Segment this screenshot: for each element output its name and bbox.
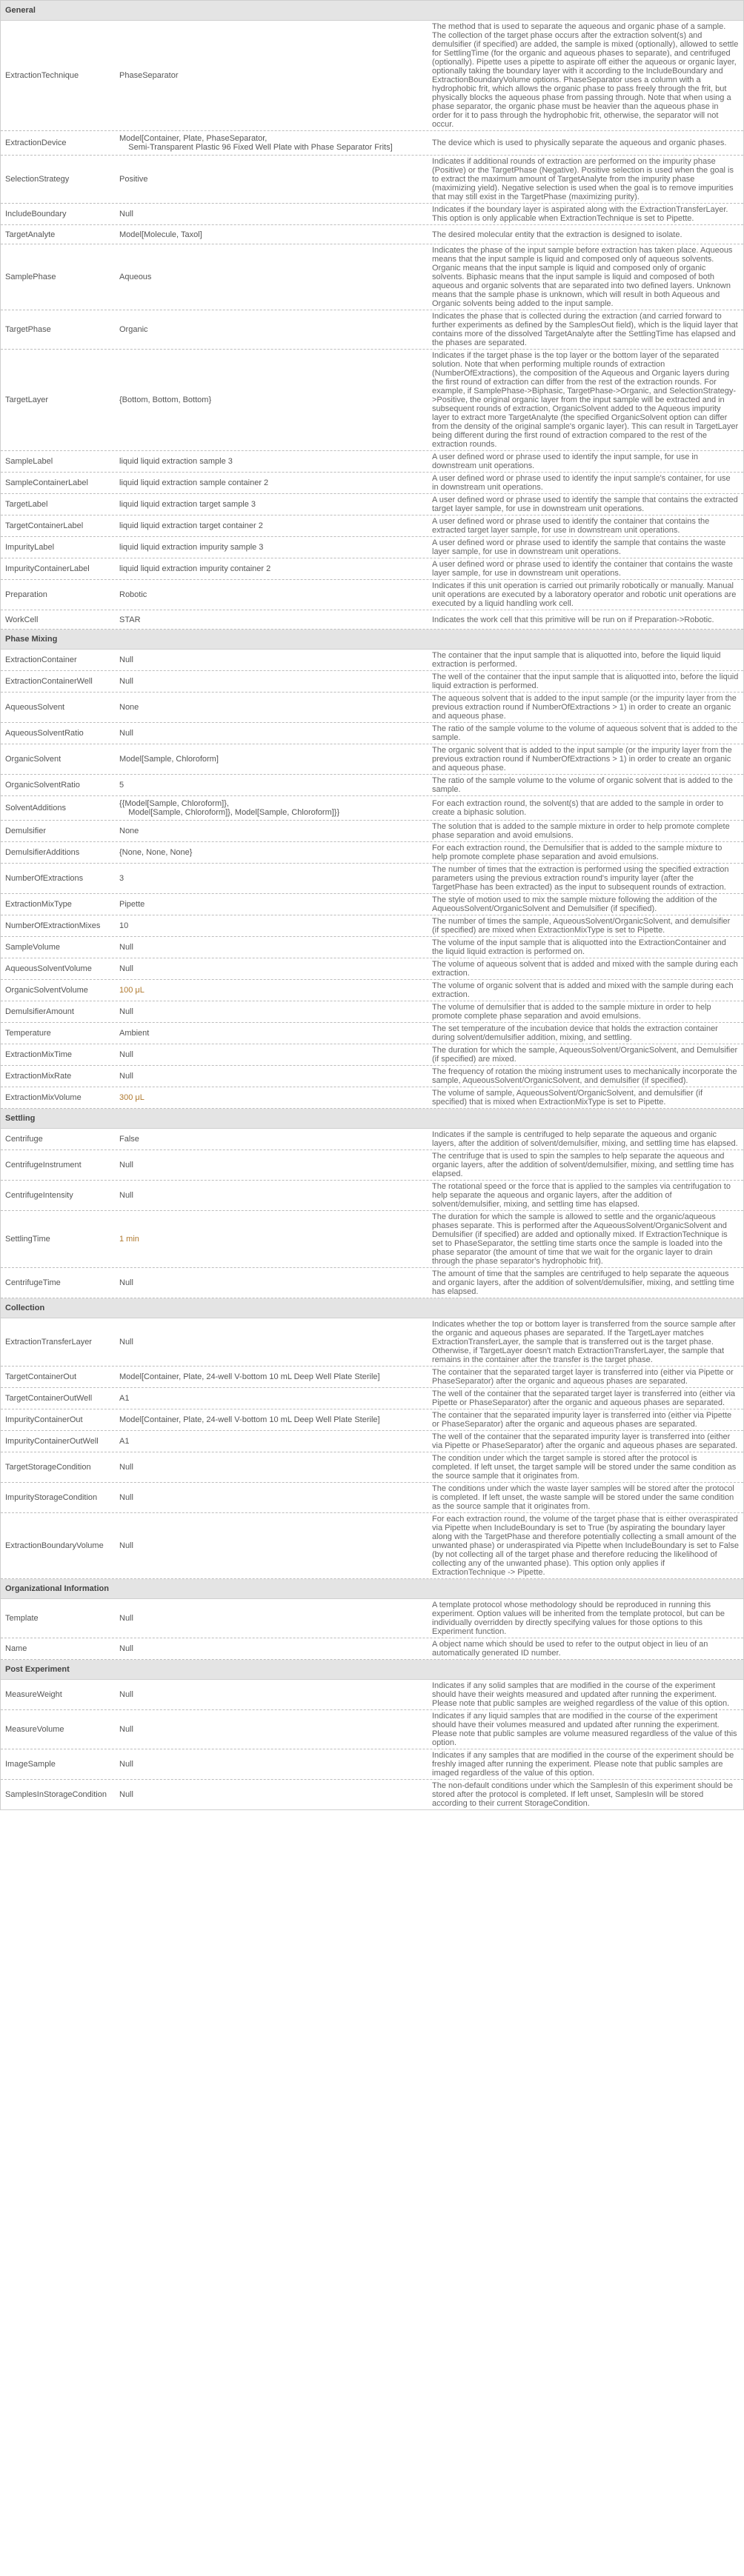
option-name: Template [5, 1614, 39, 1623]
option-row [1, 1211, 743, 1268]
option-row [1, 915, 743, 937]
option-description: The volume of the input sample that is aliquotted into the ExtractionContainer and the liquid liquid extraction is performed on. [432, 938, 726, 956]
option-name: Centrifuge [5, 1135, 43, 1144]
option-row [1, 1044, 743, 1066]
option-value: 100 μL [119, 986, 145, 995]
option-name: AqueousSolvent [5, 703, 65, 712]
option-description: The well of the container that the separated target layer is transferred into (either via Pipette or PhaseSeparator) after the organic and aqueous phases are separated. [432, 1389, 736, 1407]
option-name: WorkCell [5, 615, 39, 624]
option-row [1, 131, 743, 156]
option-row [1, 473, 743, 494]
option-name: Name [5, 1644, 27, 1653]
option-description: Indicates whether the top or bottom layer is transferred from the source sample after the organic and aqueous phases are separated. If the TargetLayer matches ExtractionTransferLayer, the sample that is transferred out is the target phase. Otherwise, if TargetLayer doesn't match ExtractionTransferLayer, the sample that remains in the container after the transfer is the target phase. [432, 1320, 736, 1364]
option-name: ExtractionTransferLayer [5, 1338, 92, 1347]
option-description: The duration for which the sample is allowed to settle and the organic/aqueous phases separate. This is performed after the AqueousSolvent/OrganicSolvent and Demulsifier (if specified) are added and optionally mixed. If ExtractionTechnique is set to PhaseSeparator, the settling time starts once the sample is loaded into the phase separator (the amount of time that we wait for the organic layer to drain through the phase separator's hydrophobic frit). [432, 1212, 728, 1266]
option-description: The number of times the sample, AqueousSolvent/OrganicSolvent, and demulsifier (if specified) are mixed when ExtractionMixType is set to Pipette. [432, 917, 731, 935]
option-row [1, 204, 743, 225]
option-name: MeasureVolume [5, 1725, 64, 1734]
option-value: None [119, 827, 139, 835]
option-description: The centrifuge that is used to spin the samples to help separate the aqueous and organic layers, after the addition of solvent/demulsifier, mixing, and settling time has elapsed. [432, 1152, 734, 1178]
option-name: ImpurityLabel [5, 543, 55, 552]
option-row [1, 1431, 743, 1452]
option-description: The volume of demulsifier that is added to the sample mixture in order to help promote complete phase separation and avoid emulsions. [432, 1003, 711, 1021]
option-value: {None, None, None} [119, 848, 193, 857]
option-value: False [119, 1135, 139, 1144]
option-name: ExtractionMixRate [5, 1072, 72, 1081]
option-name: ImageSample [5, 1760, 56, 1769]
option-name: ExtractionContainerWell [5, 677, 93, 686]
option-name: ExtractionMixTime [5, 1050, 73, 1059]
option-value: Positive [119, 175, 148, 184]
option-description: A user defined word or phrase used to identify the container that contains the waste layer sample, for use in downstream unit operations. [432, 560, 734, 578]
option-value: Null [119, 1050, 133, 1059]
option-description: A user defined word or phrase used to identify the container that contains the extracted target layer sample, for use in downstream unit operations. [432, 517, 710, 535]
option-description: The ratio of the sample volume to the volume of organic solvent that is added to the sample. [432, 776, 734, 794]
option-value: 1 min [119, 1235, 139, 1244]
option-name: CentrifugeTime [5, 1278, 61, 1287]
option-description: The aqueous solvent that is added to the input sample (or the impurity layer from the previous extraction round if NumberOfExtractions > 1) in order to create an organic and aqueous phase. [432, 694, 737, 721]
option-description: A template protocol whose methodology should be reproduced in running this experiment. Option values will be inherited from the template protocol, but can be individually overridden by directly specifying values for those options to this Experiment function. [432, 1601, 725, 1636]
option-row [1, 310, 743, 350]
option-description: Indicates the phase that is collected during the extraction (and carried forward to further experiments as defined by the SamplesOut field), which is the liquid layer that contains more of the dissolved TargetAnalyte after the SettlingTime has elapsed and the phases are separated. [432, 312, 738, 347]
option-name: ImpurityContainerOutWell [5, 1437, 99, 1446]
option-row [1, 842, 743, 864]
option-name: Temperature [5, 1029, 51, 1038]
option-row [1, 610, 743, 630]
option-description: The condition under which the target sample is stored after the protocol is completed. If left unset, the target sample will be stored under the same condition as the source sample that it originates from. [432, 1454, 737, 1481]
option-value: {{Model[Sample, Chloroform]}, Model[Sample, Chloroform]}, Model[Sample, Chloroform]}} [119, 799, 340, 817]
option-value: Model[Sample, Chloroform] [119, 755, 219, 764]
option-description: The container that the separated target layer is transferred into (either via Pipette or PhaseSeparator) after the organic and aqueous phases are separated. [432, 1368, 734, 1386]
option-description: The volume of sample, AqueousSolvent/OrganicSolvent, and demulsifier (if specified) that is mixed when ExtractionMixType is set to Pipette. [432, 1089, 703, 1107]
option-description: Indicates if the target phase is the top layer or the bottom layer of the separated solution. Note that when performing multiple rounds of extraction (NumberOfExtractions), the composition of the Aqueous and Organic layers during the first round of extraction can differ from the rest of the extraction rounds. For example, if SamplePhase->Biphasic, TargetPhase->Organic, and SelectionStrategy->Positive, the original organic layer from the input sample will be extracted and in subsequent rounds of extraction, OrganicSolvent added to the Aqueous impurity layer to extract more TargetAnalyte (the specified OrganicSolvent option can differ from the density of the original sample's organic layer). This can result in TargetLayer being different during the first round of extraction compared to the rest of the extraction rounds. [432, 351, 739, 449]
option-row [1, 1452, 743, 1483]
option-row [1, 225, 743, 244]
option-row [1, 1001, 743, 1023]
option-description: For each extraction round, the volume of the target phase that is either overaspirated via Pipette when IncludeBoundary is set to True (by aspirating the boundary layer along with the TargetPhase and therefore potentially collecting a small amount of the unwanted phase) or underaspirated via Pipette when IncludeBoundary is set to False (by not collecting all of the target phase and therefore reducing the likelihood of collecting any of the unwanted phase). This option only applies if ExtractionTechnique -> Pipette. [432, 1515, 739, 1577]
option-description: The device which is used to physically separate the aqueous and organic phases. [432, 139, 727, 147]
option-description: The solution that is added to the sample mixture in order to help promote complete phase separation and avoid emulsions. [432, 822, 730, 840]
option-description: Indicates the work cell that this primitive will be run on if Preparation->Robotic. [432, 615, 714, 624]
option-row [1, 821, 743, 842]
option-name: Preparation [5, 590, 47, 599]
option-row [1, 494, 743, 515]
section-title: Phase Mixing [1, 630, 743, 650]
option-value: STAR [119, 615, 141, 624]
option-value: Ambient [119, 1029, 150, 1038]
option-row [1, 1129, 743, 1150]
option-row [1, 1367, 743, 1388]
option-name: SampleContainerLabel [5, 478, 88, 487]
option-row [1, 796, 743, 821]
option-name: DemulsifierAmount [5, 1007, 74, 1016]
section-title: Post Experiment [1, 1660, 743, 1680]
option-row [1, 1181, 743, 1211]
option-name: ExtractionContainer [5, 655, 77, 664]
option-value: liquid liquid extraction sample container 2 [119, 478, 269, 487]
option-row [1, 650, 743, 671]
option-name: SampleVolume [5, 943, 60, 952]
option-description: Indicates if the sample is centrifuged to help separate the aqueous and organic layers, after the addition of solvent/demulsifier, mixing, and settling time has elapsed. [432, 1130, 738, 1148]
option-name: SettlingTime [5, 1235, 50, 1244]
option-row [1, 1483, 743, 1513]
option-value: Null [119, 1614, 133, 1623]
option-row [1, 1749, 743, 1780]
option-name: ExtractionDevice [5, 139, 67, 147]
section-title: Settling [1, 1109, 743, 1129]
option-name: ExtractionMixVolume [5, 1093, 82, 1102]
option-value: Model[Container, Plate, 24-well V-bottom 10 mL Deep Well Plate Sterile] [119, 1372, 380, 1381]
option-value: Null [119, 1690, 133, 1699]
option-row [1, 980, 743, 1001]
option-description: The well of the container that the separated impurity layer is transferred into (either via Pipette or PhaseSeparator) after the organic and aqueous phases are separated. [432, 1432, 738, 1450]
option-value: Model[Container, Plate, PhaseSeparator, Semi-Transparent Plastic 96 Fixed Well Plate with Phase Separator Frits] [119, 134, 393, 152]
option-value: Null [119, 1493, 133, 1502]
option-description: For each extraction round, the Demulsifier that is added to the sample mixture to help promote complete phase separation and avoid emulsions. [432, 844, 723, 861]
option-name: Demulsifier [5, 827, 47, 835]
option-name: CentrifugeInstrument [5, 1161, 82, 1169]
option-description: The ratio of the sample volume to the volume of aqueous solvent that is added to the sample. [432, 724, 738, 742]
option-name: AqueousSolventVolume [5, 964, 92, 973]
option-row [1, 515, 743, 537]
option-description: The organic solvent that is added to the input sample (or the impurity layer from the previous extraction round if NumberOfExtractions > 1) in order to create an organic and aqueous phase. [432, 746, 732, 773]
option-description: The well of the container that the input sample that is aliquotted into, before the liquid liquid extraction is performed. [432, 673, 739, 690]
option-description: The method that is used to separate the aqueous and organic phase of a sample. The collection of the target phase occurs after the extraction solvent(s) and demulsifier (if specified) are added, the sample is mixed (optionally), allowed to settle for SettlingTime (for the organic and aqueous phases to separate), and centrifuged (optionally). Pipette uses a pipette to aspirate off either the aqueous or organic layer, optionally taking the boundary layer with it according to the IncludeBoundary and ExtractionBoundaryVolume options. PhaseSeparator uses a column with a hydrophobic frit, which allows the organic phase to pass freely through the frit, but physically blocks the aqueous phase from passing through. Note that when using a phase separator, the organic phase must be heavier than the aqueous phase in order for it to pass through the hydrophobic frit, otherwise, the separator will not occur. [432, 22, 739, 129]
section-title: General [1, 1, 743, 21]
option-value: Model[Container, Plate, 24-well V-bottom 10 mL Deep Well Plate Sterile] [119, 1415, 380, 1424]
option-value: Null [119, 655, 133, 664]
option-name: NumberOfExtractionMixes [5, 921, 101, 930]
option-value: Organic [119, 325, 148, 334]
option-name: TargetAnalyte [5, 230, 56, 239]
option-description: The container that the separated impurity layer is transferred into (either via Pipette or PhaseSeparator) after the organic and aqueous phases are separated. [432, 1411, 732, 1429]
option-row [1, 1638, 743, 1660]
option-name: TargetStorageCondition [5, 1463, 91, 1472]
option-value: Null [119, 1760, 133, 1769]
option-row [1, 1066, 743, 1087]
option-value: liquid liquid extraction impurity container 2 [119, 564, 271, 573]
option-row [1, 1710, 743, 1749]
option-value: liquid liquid extraction sample 3 [119, 457, 233, 466]
option-name: TargetContainerOut [5, 1372, 76, 1381]
option-row [1, 1150, 743, 1181]
option-description: A user defined word or phrase used to identify the sample that contains the extracted target layer sample, for use in downstream unit operations. [432, 495, 738, 513]
option-row [1, 1409, 743, 1431]
option-row [1, 1680, 743, 1710]
option-row [1, 558, 743, 580]
option-value: Null [119, 677, 133, 686]
option-name: SamplePhase [5, 273, 56, 281]
option-row [1, 350, 743, 451]
option-value: Null [119, 1072, 133, 1081]
section-title: Collection [1, 1298, 743, 1318]
option-name: ExtractionMixType [5, 900, 72, 909]
option-description: The set temperature of the incubation device that holds the extraction container during solvent/demulsifier addition, mixing, and settling. [432, 1024, 718, 1042]
option-description: The volume of organic solvent that is added and mixed with the sample during each extraction. [432, 981, 734, 999]
option-row [1, 1513, 743, 1579]
option-value: Null [119, 1790, 133, 1799]
option-value: Null [119, 1161, 133, 1169]
section-title: Organizational Information [1, 1579, 743, 1599]
option-row [1, 1780, 743, 1809]
option-row [1, 580, 743, 610]
option-row [1, 693, 743, 723]
option-row [1, 1599, 743, 1638]
option-value: Null [119, 1644, 133, 1653]
option-value: Null [119, 210, 133, 218]
option-value: 10 [119, 921, 129, 930]
option-row [1, 451, 743, 473]
option-value: Aqueous [119, 273, 152, 281]
option-description: A user defined word or phrase used to identify the input sample's container, for use in downstream unit operations. [432, 474, 731, 492]
option-name: OrganicSolvent [5, 755, 62, 764]
option-description: The container that the input sample that is aliquotted into, before the liquid liquid extraction is performed. [432, 651, 721, 669]
option-value: Null [119, 1463, 133, 1472]
option-description: Indicates if any samples that are modified in the course of the experiment should be freshly imaged after running the experiment. Please note that public samples are imaged regardless of the value of this option. [432, 1751, 734, 1778]
option-description: For each extraction round, the solvent(s) that are added to the sample in order to create a biphasic solution. [432, 799, 724, 817]
option-row [1, 537, 743, 558]
option-row [1, 671, 743, 693]
option-value: Model[Molecule, Taxol] [119, 230, 202, 239]
option-value: Pipette [119, 900, 145, 909]
option-name: SampleLabel [5, 457, 53, 466]
option-value: A1 [119, 1394, 130, 1403]
option-description: The style of motion used to mix the sample mixture following the addition of the AqueousSolvent/OrganicSolvent and Demulsifier (if specified). [432, 895, 717, 913]
option-name: ImpurityContainerOut [5, 1415, 83, 1424]
option-value: Null [119, 1338, 133, 1347]
option-row [1, 937, 743, 958]
option-row [1, 894, 743, 915]
option-description: The volume of aqueous solvent that is added and mixed with the sample during each extraction. [432, 960, 738, 978]
option-name: MeasureWeight [5, 1690, 62, 1699]
option-row [1, 156, 743, 204]
option-name: TargetLayer [5, 396, 49, 404]
option-description: Indicates if additional rounds of extraction are performed on the impurity phase (Positive) or the TargetPhase (Negative). Positive selection is used when the goal is to extract the maximum amount of TargetAnalyte from the impurity phase (maximizing yield). Negative selection is used when the goal is to remove impurities that may still exist in the TargetPhase (maximizing purity). [432, 157, 734, 201]
option-description: The amount of time that the samples are centrifuged to help separate the aqueous and organic layers, after the addition of solvent/demulsifier, mixing, and settling time has elapsed. [432, 1269, 734, 1296]
option-description: The rotational speed or the force that is applied to the samples via centrifugation to help separate the aqueous and organic layers, after the addition of solvent/demulsifier, mixing, and settling time has elapsed. [432, 1182, 731, 1209]
option-name: CentrifugeIntensity [5, 1191, 73, 1200]
option-row [1, 723, 743, 744]
option-description: The conditions under which the waste layer samples will be stored after the protocol is completed. If left unset, the waste sample will be stored under the same condition as the source sample that it originates from. [432, 1484, 734, 1511]
option-name: TargetContainerLabel [5, 521, 84, 530]
option-row [1, 1023, 743, 1044]
option-row [1, 1388, 743, 1409]
option-description: The frequency of rotation the mixing instrument uses to mechanically incorporate the sample, AqueousSolvent/OrganicSolvent, and demulsifier (if specified). [432, 1067, 737, 1085]
option-value: liquid liquid extraction target sample 3 [119, 500, 256, 509]
option-value: Robotic [119, 590, 147, 599]
option-description: Indicates if any liquid samples that are modified in the course of the experiment should have their volumes measured and updated after running the experiment. Please note that public samples are volume measured regardless of the value of this option. [432, 1712, 737, 1747]
option-name: TargetPhase [5, 325, 51, 334]
option-name: SelectionStrategy [5, 175, 70, 184]
option-description: A user defined word or phrase used to identify the input sample, for use in downstream unit operations. [432, 453, 698, 470]
option-description: The desired molecular entity that the extraction is designed to isolate. [432, 230, 682, 239]
option-value: None [119, 703, 139, 712]
option-row [1, 775, 743, 796]
option-row [1, 1318, 743, 1367]
option-value: 5 [119, 781, 124, 790]
option-row [1, 958, 743, 980]
option-name: NumberOfExtractions [5, 874, 84, 883]
option-row [1, 21, 743, 131]
option-value: liquid liquid extraction target container 2 [119, 521, 263, 530]
option-value: Null [119, 964, 133, 973]
option-name: ExtractionBoundaryVolume [5, 1541, 104, 1550]
option-value: Null [119, 1541, 133, 1550]
option-description: The duration for which the sample, AqueousSolvent/OrganicSolvent, and Demulsifier (if specified) are mixed. [432, 1046, 738, 1064]
option-description: Indicates if any solid samples that are modified in the course of the experiment should have their weights measured and updated after running the experiment. Please note that public samples are weighed regardless of the value of this option. [432, 1681, 730, 1708]
option-description: A user defined word or phrase used to identify the sample that contains the waste layer sample, for use in downstream unit operations. [432, 538, 726, 556]
option-row [1, 1268, 743, 1298]
option-name: SolventAdditions [5, 804, 66, 812]
option-value: A1 [119, 1437, 130, 1446]
option-value: {Bottom, Bottom, Bottom} [119, 396, 212, 404]
option-name: AqueousSolventRatio [5, 729, 84, 738]
option-value: Null [119, 1278, 133, 1287]
option-value: Null [119, 1007, 133, 1016]
option-description: Indicates the phase of the input sample before extraction has taken place. Aqueous means that the input sample is liquid and composed only of aqueous solvents. Organic means that the input sample is liquid and composed only of organic solvents. Biphasic means that the input sample is liquid and composed of both aqueous and organic solvents that are separated into two defined layers. Unknown means that the sample phase is unknown, which will result in both Aqueous and Organic solvents being added to the input sample. [432, 246, 733, 308]
option-row [1, 244, 743, 310]
option-name: ImpurityStorageCondition [5, 1493, 98, 1502]
option-name: ExtractionTechnique [5, 71, 79, 80]
option-value: Null [119, 729, 133, 738]
option-name: SamplesInStorageCondition [5, 1790, 107, 1799]
option-description: The number of times that the extraction is performed using the specified extraction parameters using the previous extraction round's impurity layer (after the TargetPhase has been extracted) as the input to subsequent rounds of extraction. [432, 865, 729, 892]
option-row [1, 864, 743, 894]
option-description: A object name which should be used to refer to the output object in lieu of an automatically generated ID number. [432, 1640, 708, 1658]
option-row [1, 1087, 743, 1109]
option-name: DemulsifierAdditions [5, 848, 80, 857]
option-value: 3 [119, 874, 124, 883]
option-value: Null [119, 1725, 133, 1734]
option-value: PhaseSeparator [119, 71, 179, 80]
option-value: Null [119, 1191, 133, 1200]
option-value: Null [119, 943, 133, 952]
option-description: Indicates if the boundary layer is aspirated along with the ExtractionTransferLayer. This option is only applicable when ExtractionTechnique is set to Pipette. [432, 205, 728, 223]
option-name: ImpurityContainerLabel [5, 564, 90, 573]
option-name: OrganicSolventRatio [5, 781, 80, 790]
option-name: OrganicSolventVolume [5, 986, 88, 995]
option-name: TargetLabel [5, 500, 48, 509]
option-description: Indicates if this unit operation is carried out primarily robotically or manually. Manual unit operations are executed by a laboratory operator and robotic unit operations are executed by a liquid handling work cell. [432, 581, 737, 608]
option-name: IncludeBoundary [5, 210, 67, 218]
option-value: liquid liquid extraction impurity sample 3 [119, 543, 264, 552]
option-description: The non-default conditions under which the SamplesIn of this experiment should be stored after the protocol is completed. If left unset, SamplesIn will be stored according to their current StorageCondition. [432, 1781, 734, 1808]
option-row [1, 744, 743, 775]
option-name: TargetContainerOutWell [5, 1394, 93, 1403]
option-value: 300 μL [119, 1093, 145, 1102]
